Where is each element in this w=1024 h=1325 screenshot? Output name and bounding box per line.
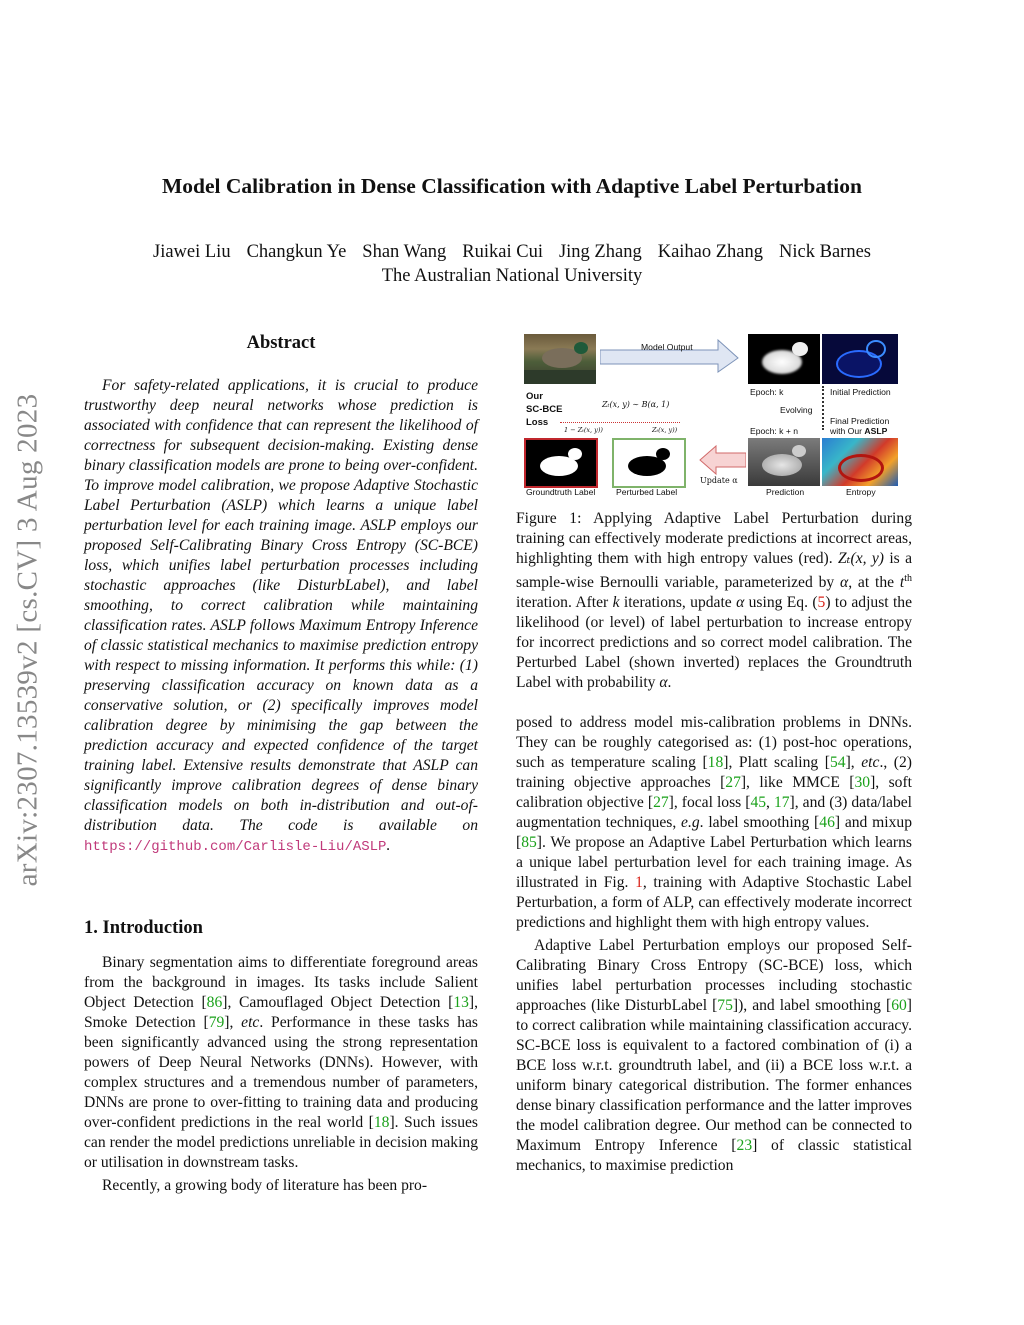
citation-link[interactable]: 18 (707, 754, 724, 771)
prediction-initial-image (748, 334, 820, 384)
groundtruth-label-caption: Groundtruth Label (526, 487, 596, 497)
prediction-caption: Prediction (766, 487, 805, 497)
math-symbol: t (899, 574, 905, 592)
right-paragraph-2: Adaptive Label Perturbation employs our proposed Self-Calibrating Binary Cross Entropy (SC-BCE) loss, which unifies label perturbation processes including stochastic approaches (like DisturbLabel [75]), and label smoothing [60] to correct calibration while maintaining classification accuracy. SC-BCE loss is equivalent to a factored combination of (i) a BCE loss w.r.t. groundtruth label, and (ii) a BCE loss w.r.t. a uniform binary categorical distribution. The former enhances dense binary classification performance and the latter improves the model calibration degree. Our method can be connected to Maximum Entropy Inference [23] of classic statistical mechanics, to maximise prediction (516, 937, 912, 1174)
author-name: Nick Barnes (779, 242, 871, 262)
dotted-connector (560, 422, 680, 423)
final-prediction-label: Final Prediction with Our ASLP (830, 416, 890, 436)
right-paragraph-1: posed to address model mis-calibration problems in DNNs. They can be roughly categorised as: (1) post-hoc operations, such as temperature scaling [18], Platt scaling [54], etc., (2) training objective approaches [27], like MMCE [30], soft calibration objective [27], focal loss [45, 17], and (3) data/label augmentation techniques, e.g. label smoothing [46] and mixup [85]. We propose an Adaptive Label Perturbation which learns a unique label perturbation level for each training image. As illustrated in Fig. 1, training with Adaptive Stochastic Label Perturbation, a form of ALP, can effectively moderate incorrect predictions and highlight them with high entropy values. (516, 714, 912, 931)
affiliation: The Australian National University (381, 266, 643, 286)
prediction-final-image (748, 438, 820, 486)
citation-link[interactable]: 27 (653, 794, 669, 811)
citation-link[interactable]: 79 (208, 1014, 225, 1031)
author-name: Ruikai Cui (462, 242, 543, 262)
introduction-heading: 1. Introduction (84, 918, 203, 938)
paper-title: Model Calibration in Dense Classification with Adaptive Label Perturbation (162, 174, 862, 198)
entropy-final-image (822, 438, 898, 486)
abstract-text: For safety-related applications, it is crucial to produce trustworthy deep neural networks whose prediction is associated with confidence that can represent the likelihood of correctness for subsequent decision-making. Existing dense binary classification models are prone to being over-confident. To improve model calibration, we propose Adaptive Stochastic Label Perturbation (ASLP) which learns a unique label perturbation level for each training image. ASLP employs our proposed Self-Calibrating Binary Cross Entropy (SC-BCE) loss, which unifies label perturbation processes including stochastic approaches (like DisturbLabel), and label smoothing, to correct calibration while maintaining classification rates. ASLP follows Maximum Entropy Inference of classic statistical mechanics to maximise prediction entropy with respect to missing information. It performs this while: (1) preserving classification accuracy on known data as a conservative solution, or (2) specifically improves model calibration degree by minimising the gap between the prediction accuracy and expected confidence of the target training label. Extensive results demonstrate that ASLP can significantly improve calibration degrees of dense binary classification models on both in-distribution and out-of-distribution data. The code is available on https://github.com/Carlisle-Liu/ASLP. (84, 377, 478, 855)
author-block (0, 240, 1024, 288)
italic-text: etc (241, 1014, 260, 1031)
epoch-k-label: Epoch: k (750, 387, 784, 397)
italic-text: e.g (681, 814, 700, 831)
citation-link[interactable]: 23 (736, 1137, 753, 1154)
epoch-kn-label: Epoch: k + n (750, 426, 799, 436)
citation-link[interactable]: 13 (453, 994, 469, 1011)
reference-link[interactable]: 1 (635, 874, 643, 891)
input-duck-image (524, 334, 596, 384)
author-list (0, 240, 1024, 264)
author-name: Shan Wang (362, 242, 447, 262)
introduction-text (84, 953, 478, 1196)
evolving-dots (822, 386, 824, 430)
evolving-label: Evolving (780, 405, 813, 415)
citation-link[interactable]: 27 (725, 774, 741, 791)
z-label: Zₜ(x, y)) (652, 426, 678, 434)
italic-text: etc (861, 754, 880, 771)
intro-paragraph-1: Binary segmentation aims to differentiate foreground areas from the background in images. Its tasks include Salient Object Detection [86], Camouflaged Object Detection [13], Smoke Detection [79], etc. Performance in these tasks has been significantly advanced using the strong representation powers of Deep Neural Networks (DNNs). However, with complex structures and a tremendous number of parameters, DNNs are prone to over-fitting to training data and producing over-confident predictions in the real world [18]. Such issues can render the model predictions unreliable in decision making or utilisation in downstream tasks. (84, 954, 478, 1171)
reference-link[interactable]: 5 (817, 594, 826, 612)
math-symbol: α (659, 674, 668, 692)
right-column-text (516, 713, 912, 1176)
figure-1 (516, 330, 912, 500)
initial-prediction-label: Initial Prediction (830, 387, 891, 397)
update-alpha-arrow (698, 444, 746, 476)
model-output-label: Model Output (641, 342, 693, 352)
groundtruth-label-image (524, 438, 598, 488)
entropy-caption: Entropy (846, 487, 876, 497)
math-symbol: Zₜ(x, y) (837, 550, 884, 567)
citation-link[interactable]: 18 (373, 1114, 390, 1131)
citation-link[interactable]: 45 (750, 794, 767, 811)
superscript: th (904, 573, 912, 584)
author-name: Jing Zhang (558, 242, 642, 262)
figure-1-caption: Figure 1: Applying Adaptive Label Perturbation during training can effectively moderate predictions at incorrect areas, highlighting them with high entropy values (red). Zₜ(x, y) is a sample-wise Bernoulli variable, parameterized by α, at the $t^{th}$ iteration. After k iterations, update α using Eq. (5) to adjust the likelihood (or level) of label perturbation to increase entropy for incorrect predictions and so correct model calibration. The Perturbed Label (shown inverted) replaces the Groundtruth Label with probability α. (516, 510, 913, 692)
arxiv-sidebar: arXiv:2307.13539v2 [cs.CV] 3 Aug 2023 (11, 393, 44, 887)
perturbed-label-caption: Perturbed Label (616, 487, 678, 497)
citation-link[interactable]: 60 (891, 997, 907, 1014)
code-link[interactable]: https://github.com/Carlisle-Liu/ASLP (84, 839, 387, 855)
intro-paragraph-2: Recently, a growing body of literature has been pro- (102, 1177, 428, 1194)
math-symbol: α (840, 574, 849, 592)
author-name: Kaihao Zhang (657, 242, 764, 262)
citation-link[interactable]: 86 (206, 994, 223, 1011)
citation-link[interactable]: 75 (717, 997, 733, 1014)
author-name: Changkun Ye (246, 242, 347, 262)
math-symbol: k (612, 594, 620, 612)
one-minus-z-label: 1 − Zₜ(x, y)) (564, 426, 603, 434)
bernoulli-formula: Zₜ(x, y) ∼ B(α, 1) (602, 400, 670, 409)
math-symbol: α (736, 594, 745, 612)
citation-link[interactable]: 54 (830, 754, 846, 771)
author-name: Jiawei Liu (153, 242, 231, 262)
citation-link[interactable]: 30 (854, 774, 871, 791)
update-alpha-label: Update α (700, 476, 738, 485)
sc-bce-loss-label: Our SC-BCE Loss (526, 391, 563, 428)
abstract-heading: Abstract (246, 333, 316, 353)
citation-link[interactable]: 85 (521, 834, 537, 851)
citation-link[interactable]: 17 (773, 794, 790, 811)
entropy-initial-image (822, 334, 898, 384)
perturbed-label-image (612, 438, 686, 488)
citation-link[interactable]: 46 (819, 814, 835, 831)
